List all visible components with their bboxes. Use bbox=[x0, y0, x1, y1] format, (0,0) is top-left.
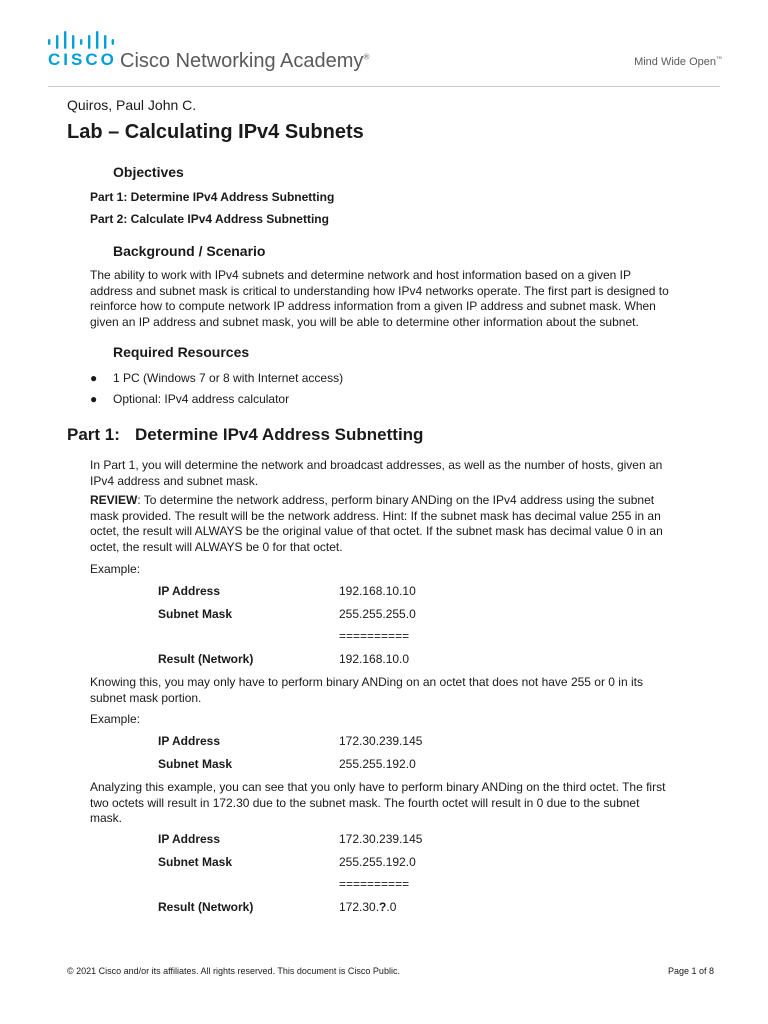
knowing-paragraph: Knowing this, you may only have to perform binary ANDing on an octet that does not have 255 or 0 in its subnet mask portion. bbox=[90, 675, 643, 705]
result-value: 172.30.?.0 bbox=[339, 900, 397, 914]
part1-heading: Part 1: Determine IPv4 Address Subnetting bbox=[67, 425, 424, 444]
academy-name: Cisco Networking Academy® bbox=[120, 50, 370, 72]
page-title: Lab – Calculating IPv4 Subnets bbox=[67, 121, 364, 143]
ip-address-label: IP Address bbox=[158, 584, 221, 598]
review-label: REVIEW bbox=[90, 493, 138, 507]
list-item: ● 1 PC (Windows 7 or 8 with Internet access) bbox=[90, 371, 344, 385]
part1-intro: In Part 1, you will determine the network and broadcast addresses, as well as the number of hosts, given an IPv4 address and subnet mask. bbox=[90, 458, 663, 488]
page-header bbox=[0, 0, 768, 84]
separator: ========== bbox=[339, 629, 410, 643]
result-label: Result (Network) bbox=[158, 652, 254, 666]
page-number: Page 1 of 8 bbox=[667, 966, 714, 976]
objective-item: Part 1: Determine IPv4 Address Subnetting bbox=[90, 190, 335, 204]
unknown-octet: ? bbox=[379, 900, 387, 914]
resources-heading: Required Resources bbox=[113, 344, 250, 360]
separator: ========== bbox=[339, 877, 410, 891]
cisco-logo-text: CISCO bbox=[48, 50, 117, 69]
objectives-heading: Objectives bbox=[113, 164, 184, 180]
list-item: ● Optional: IPv4 address calculator bbox=[90, 392, 290, 406]
bullet-icon: ● bbox=[90, 392, 98, 406]
author-name: Quiros, Paul John C. bbox=[67, 97, 197, 113]
subnet-mask-label: Subnet Mask bbox=[158, 607, 233, 621]
ip-address-value: 172.30.239.145 bbox=[339, 832, 423, 846]
subnet-mask-value: 255.255.192.0 bbox=[339, 757, 416, 771]
subnet-mask-label: Subnet Mask bbox=[158, 855, 233, 869]
result-label: Result (Network) bbox=[158, 900, 254, 914]
bullet-icon: ● bbox=[90, 371, 98, 385]
tagline: Mind Wide Open™ bbox=[634, 56, 722, 68]
cisco-bridge-icon bbox=[48, 31, 114, 49]
subnet-mask-value: 255.255.255.0 bbox=[339, 607, 416, 621]
footer-copyright: © 2021 Cisco and/or its affiliates. All rights reserved. This document is Cisco Public. bbox=[67, 966, 400, 976]
ip-address-value: 192.168.10.10 bbox=[339, 584, 416, 598]
ip-address-label: IP Address bbox=[158, 832, 221, 846]
ip-address-label: IP Address bbox=[158, 734, 221, 748]
analyzing-paragraph: Analyzing this example, you can see that you only have to perform binary ANDing on the third octet. The first two octets will result in 172.30 due to the subnet mask. The fourth octet will result in 0 due to the subnet mask. bbox=[90, 780, 666, 825]
subnet-mask-value: 255.255.192.0 bbox=[339, 855, 416, 869]
result-value: 192.168.10.0 bbox=[339, 652, 410, 666]
ip-address-value: 172.30.239.145 bbox=[339, 734, 423, 748]
example-label: Example: bbox=[90, 712, 141, 726]
example-label: Example: bbox=[90, 562, 141, 576]
subnet-mask-label: Subnet Mask bbox=[158, 757, 233, 771]
background-heading: Background / Scenario bbox=[113, 243, 266, 259]
header-divider bbox=[48, 86, 720, 87]
review-paragraph: REVIEW: To determine the network address, perform binary ANDing on the IPv4 address using the subnet mask provided. The result will be the network address. Hint: If the subnet mask has decimal value 255 in an octet, the result will ALWAYS be the original value of that octet. If the subnet mask has decimal value 0 in an octet, the result will ALWAYS be 0 for that octet. bbox=[90, 493, 663, 554]
objective-item: Part 2: Calculate IPv4 Address Subnetting bbox=[90, 212, 329, 226]
background-paragraph: The ability to work with IPv4 subnets and determine network and host information based on a given IP address and subnet mask is critical to understanding how IPv4 networks operate. The first part is designed to reinforce how to compute network IP address information from a given IP address and subnet mask. When given an IP address and subnet mask, you will be able to determine other information about the subnet. bbox=[90, 268, 669, 329]
